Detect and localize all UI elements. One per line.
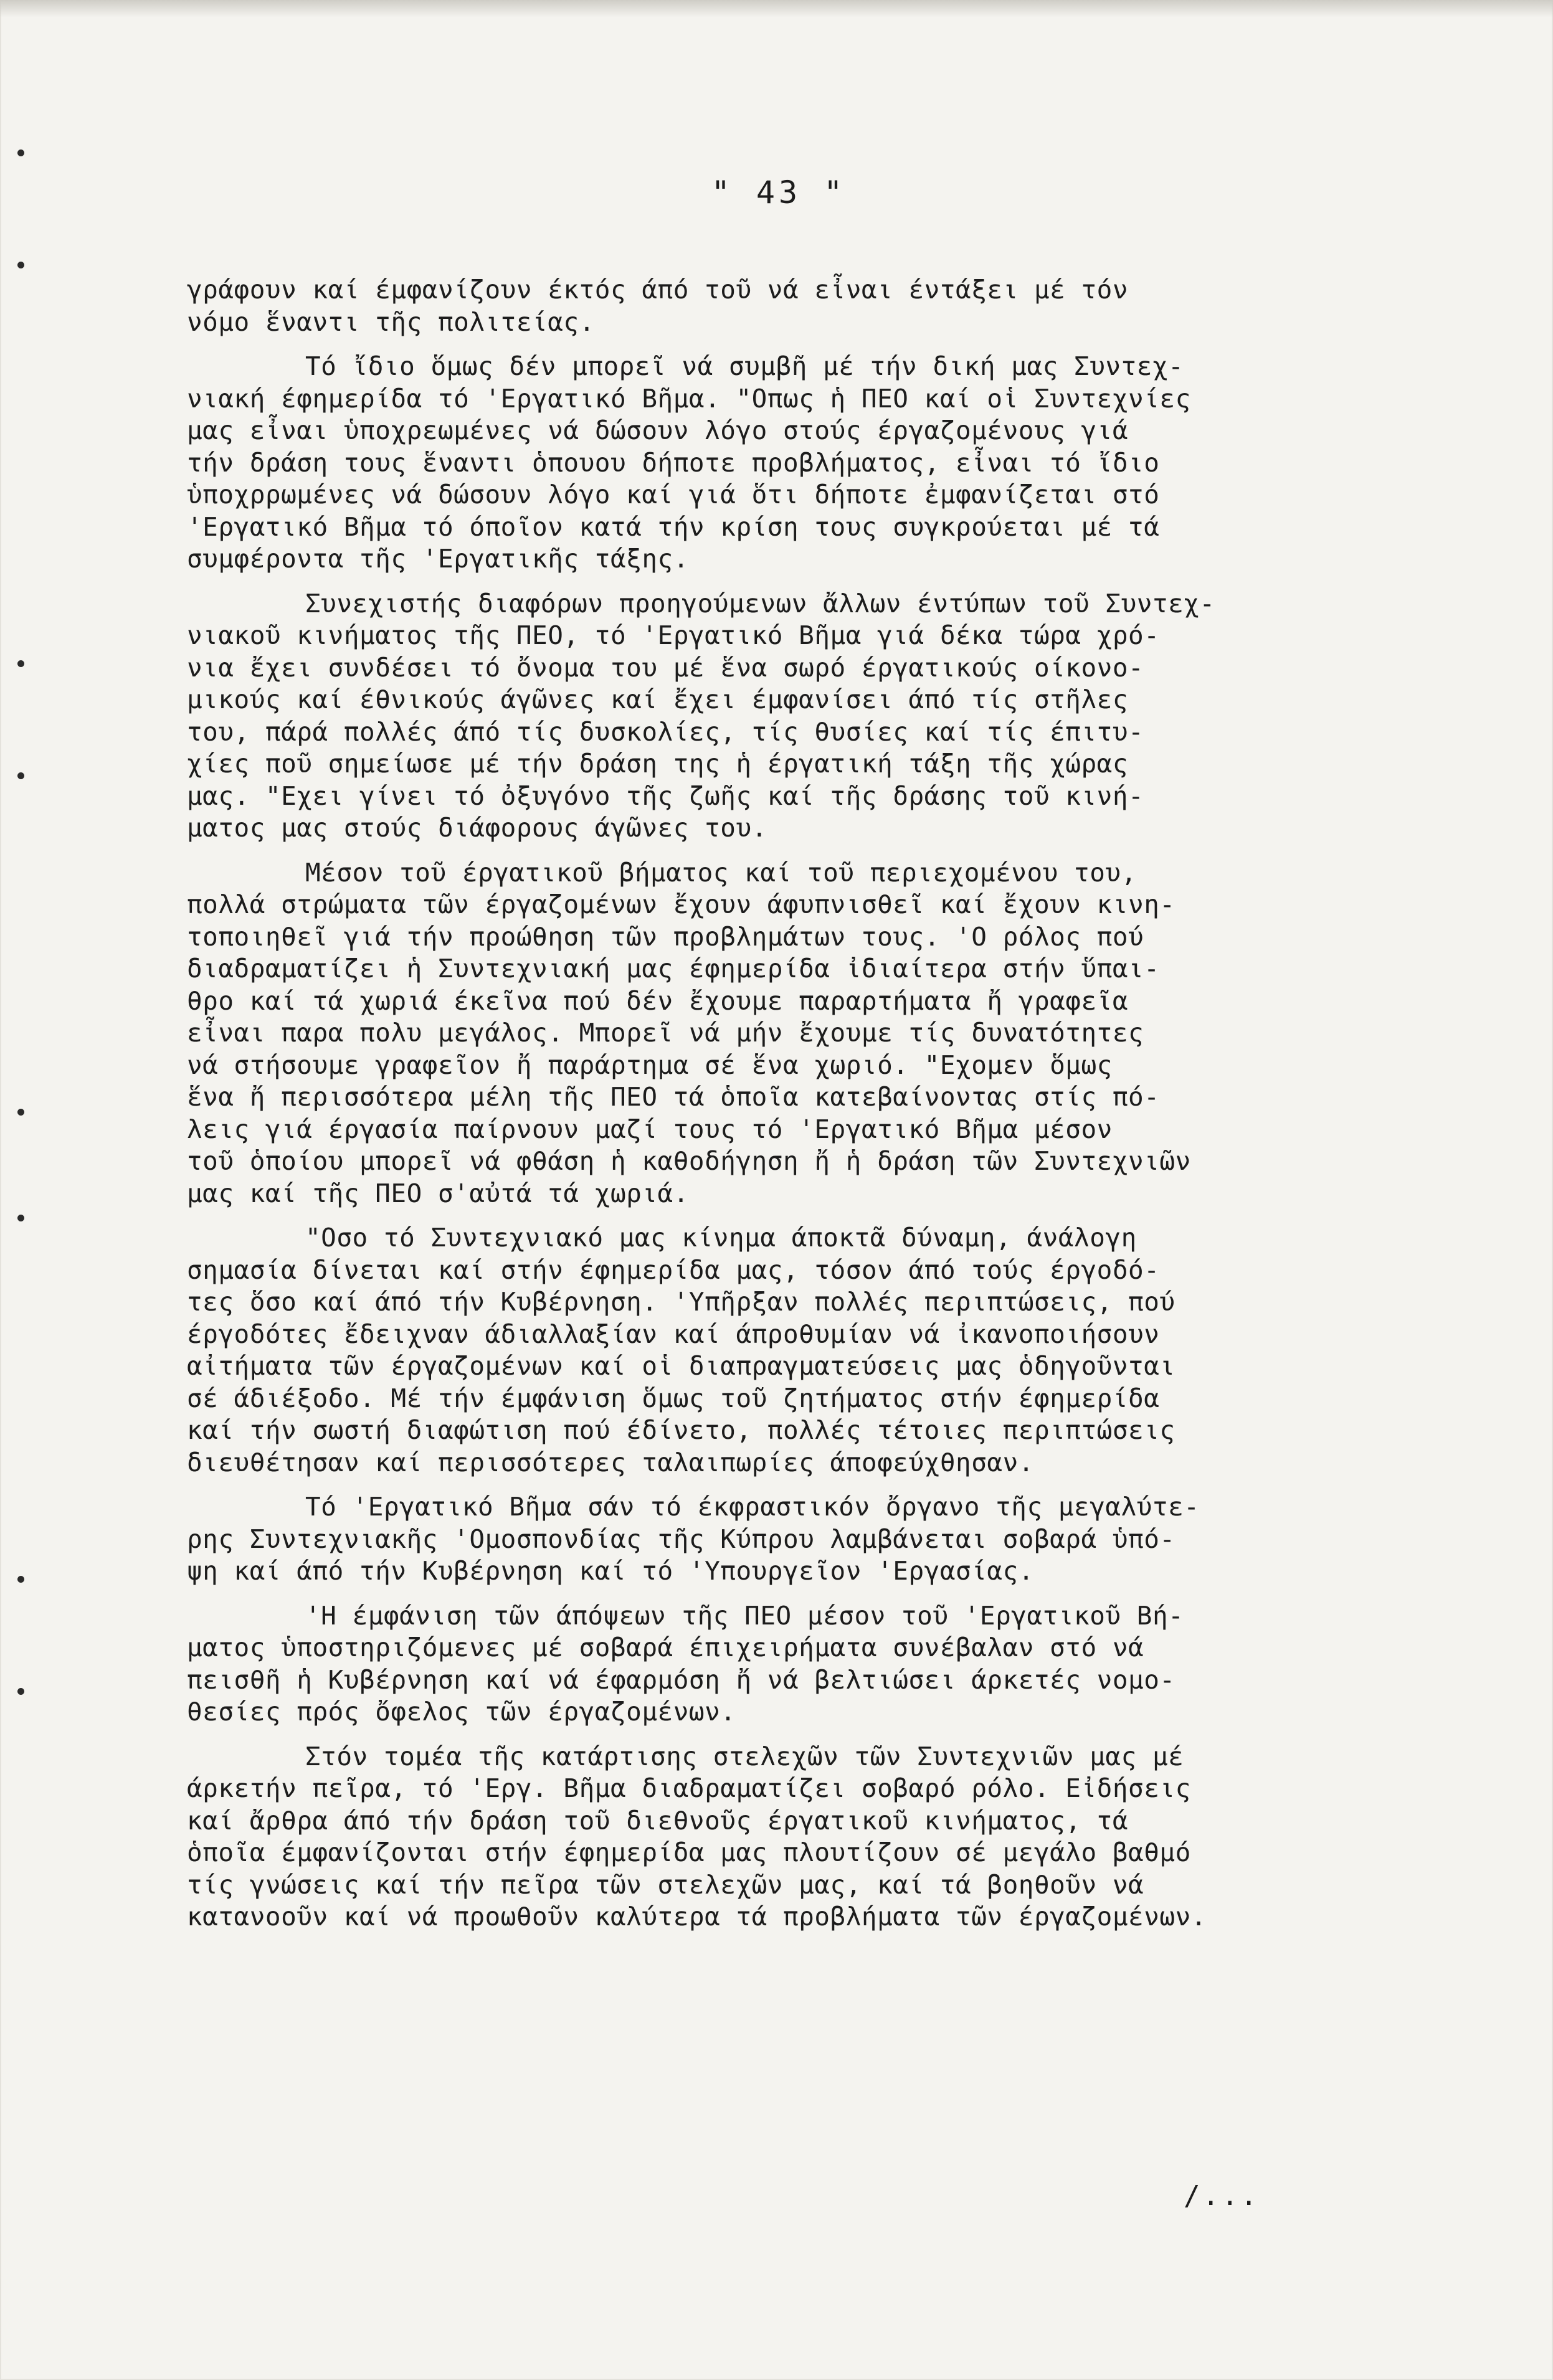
paragraph [187, 1222, 1464, 1479]
text-line [187, 1805, 1464, 1837]
line-text: ἕνα ἤ περισσότερα μέλη τῆς ΠΕΟ τά ὁποῖα κατεβαίνοντας στίς πό- [187, 1082, 1160, 1112]
text-line [187, 716, 1464, 749]
line-text: πεισθῆ ἡ Κυβέρνηση καί νά έφαρμόση ἤ νά βελτιώσει άρκετές νομο- [187, 1664, 1175, 1695]
line-text: 'Εργατικό Βῆμα τό όποῖον κατά τήν κρίση τους συγκρούεται μέ τά [187, 511, 1160, 542]
line-text: καί τήν σωστή διαφώτιση πού έδίνετο, πολλές τέτοιες περιπτώσεις [187, 1415, 1175, 1445]
line-text: Στόν τομέα τῆς κατάρτισης στελεχῶν τῶν Συντεχνιῶν μας μέ [305, 1741, 1184, 1771]
punch-hole-mark [17, 149, 24, 156]
text-line [187, 1664, 1464, 1697]
line-text: αἰτήματα τῶν έργαζομένων καί οἱ διαπραγματεύσεις μας ὁδηγοῦνται [187, 1351, 1175, 1381]
line-text: Μέσον τοῦ έργατικοῦ βήματος καί τοῦ περιεχομένου του, [305, 857, 1137, 888]
text-line [187, 588, 1464, 620]
text-line [187, 1415, 1464, 1447]
line-text: τήν δράση τους ἕναντι ὁπουου δήποτε προβλήματος, εἶναι τό ἴδιο [187, 447, 1160, 478]
line-text: σημασία δίνεται καί στήν έφημερίδα μας, τόσον άπό τούς έργοδό- [187, 1254, 1160, 1285]
paragraph [187, 1741, 1464, 1933]
text-line [187, 1600, 1464, 1633]
text-line [187, 511, 1464, 544]
text-line [187, 684, 1464, 716]
line-text: νόμο ἕναντι τῆς πολιτείας. [187, 306, 595, 337]
punch-hole-mark [17, 262, 24, 268]
text-line [187, 479, 1464, 511]
text-line [187, 1017, 1464, 1050]
line-text: μας εἶναι ὑποχρεωμένες νά δώσουν λόγο στούς έργαζομένους γιά [187, 415, 1129, 445]
line-text: ματος μας στούς διάφορους άγῶνες του. [187, 813, 767, 843]
punch-hole-mark [17, 1109, 24, 1116]
paragraph [187, 274, 1464, 338]
line-text: καί ἄρθρα άπό τήν δράση τοῦ διεθνοῦς έργατικοῦ κινήματος, τά [187, 1805, 1129, 1836]
text-line [187, 953, 1464, 985]
line-text: διαδραματίζει ἡ Συντεχνιακή μας έφημερίδα ἰδιαίτερα στήν ὕπαι- [187, 954, 1160, 984]
typed-body-text [187, 274, 1464, 1933]
line-text: μικούς καί έθνικούς άγῶνες καί ἔχει έμφανίσει άπό τίς στῆλες [187, 685, 1129, 714]
line-text: τες ὅσο καί άπό τήν Κυβέρνηση. 'Υπῆρξαν πολλές περιπτώσεις, πού [187, 1287, 1175, 1317]
line-text: σέ άδιέξοδο. Μέ τήν έμφάνιση ὅμως τοῦ ζητήματος στήν έφημερίδα [187, 1383, 1160, 1413]
paragraph [187, 1491, 1464, 1588]
line-text: τοῦ ὁποίου μπορεῖ νά φθάση ἡ καθοδήγηση ἤ ἡ δράση τῶν Συντεχνιῶν [187, 1146, 1191, 1176]
line-text: ρης Συντεχνιακῆς 'Ομοσπονδίας τῆς Κύπρου λαμβάνεται σοβαρά ὑπό- [187, 1524, 1175, 1554]
line-text: ψη καί άπό τήν Κυβέρνηση καί τό 'Υπουργεῖον 'Εργασίας. [187, 1556, 1034, 1586]
line-text: χίες ποῦ σημείωσε μέ τήν δράση της ἡ έργατική τάξη τῆς χώρας [187, 749, 1129, 779]
text-line [187, 857, 1464, 889]
punch-hole-mark [17, 772, 24, 779]
paragraph [187, 351, 1464, 576]
punch-hole-mark [17, 660, 24, 667]
text-line [187, 1447, 1464, 1479]
line-text: έργοδότες ἔδειχναν άδιαλλαξίαν καί άπροθυμίαν νά ἰκανοποιήσουν [187, 1319, 1160, 1349]
line-text: γράφουν καί έμφανίζουν έκτός άπό τοῦ νά εἶναι έντάξει μέ τόν [187, 275, 1129, 305]
line-text: Τό ἴδιο ὅμως δέν μπορεῖ νά συμβῆ μέ τήν δική μας Συντεχ- [305, 351, 1184, 381]
text-line [187, 1383, 1464, 1415]
text-line [187, 1222, 1464, 1254]
text-line [187, 1741, 1464, 1773]
text-line [187, 1555, 1464, 1588]
line-text: κατανοοῦν καί νά προωθοῦν καλύτερα τά προβλήματα τῶν έργαζομένων. [187, 1902, 1207, 1932]
punch-hole-mark [17, 1688, 24, 1695]
line-text: του, πάρά πολλές άπό τίς δυσκολίες, τίς θυσίες καί τίς έπιτυ- [187, 716, 1144, 747]
line-text: Συνεχιστής διαφόρων προηγούμενων ἄλλων έντύπων τοῦ Συντεχ- [305, 588, 1215, 619]
page-number: " 43 " [711, 174, 847, 211]
text-line [187, 1901, 1464, 1933]
line-text: ὁποῖα έμφανίζονται στήν έφημερίδα μας πλουτίζουν σέ μεγάλο βαθμό [187, 1837, 1191, 1867]
text-line [187, 1319, 1464, 1351]
text-line [187, 652, 1464, 685]
text-line [187, 1350, 1464, 1383]
line-text: 'Η έμφάνιση τῶν άπόψεων τῆς ΠΕΟ μέσον τοῦ 'Εργατικοῦ Βή- [305, 1600, 1184, 1631]
text-line [187, 1696, 1464, 1728]
line-text: συμφέροντα τῆς 'Εργατικῆς τάξης. [187, 544, 689, 574]
line-text: τοποιηθεῖ γιά τήν προώθηση τῶν προβλημάτων τους. 'Ο ρόλος πού [187, 921, 1144, 952]
text-line [187, 1286, 1464, 1319]
text-line [187, 274, 1464, 306]
text-line [187, 351, 1464, 383]
text-line [187, 780, 1464, 813]
paragraph [187, 1600, 1464, 1728]
text-line [187, 921, 1464, 954]
text-line [187, 383, 1464, 415]
continuation-mark: /... [1184, 2180, 1260, 2212]
text-line [187, 1145, 1464, 1178]
line-text: μας. "Εχει γίνει τό ὀξυγόνο τῆς ζωῆς καί τῆς δράσης τοῦ κινή- [187, 780, 1144, 811]
text-line [187, 1773, 1464, 1805]
text-line [187, 1050, 1464, 1082]
text-line [187, 1178, 1464, 1210]
line-text: πολλά στρώματα τῶν έργαζομένων ἔχουν άφυπνισθεῖ καί ἔχουν κινη- [187, 889, 1175, 919]
line-text: νια ἔχει συνδέσει τό ὄνομα του μέ ἕνα σωρό έργατικούς οίκονο- [187, 652, 1144, 683]
punch-hole-mark [17, 1576, 24, 1583]
line-text: νιακή έφημερίδα τό 'Εργατικό Βῆμα. "Οπως ἡ ΠΕΟ καί οἱ Συντεχνίες [187, 383, 1191, 414]
text-line [187, 812, 1464, 845]
text-line [187, 889, 1464, 921]
text-line [187, 1632, 1464, 1664]
text-line [187, 1491, 1464, 1524]
text-line [187, 306, 1464, 339]
line-text: εἶναι παρα πολυ μεγάλος. Μπορεῖ νά μήν ἔχουμε τίς δυνατότητες [187, 1018, 1144, 1048]
line-text: νιακοῦ κινήματος τῆς ΠΕΟ, τό 'Εργατικό Βῆμα γιά δέκα τώρα χρό- [187, 620, 1160, 650]
text-line [187, 1254, 1464, 1287]
line-text: νά στήσουμε γραφεῖον ἤ παράρτημα σέ ἕνα χωριό. "Εχομεν ὅμως [187, 1050, 1113, 1080]
text-line [187, 1081, 1464, 1114]
line-text: ματος ὑποστηριζόμενες μέ σοβαρά έπιχειρήματα συνέβαλαν στό νά [187, 1633, 1144, 1662]
line-text: άρκετήν πεῖρα, τό 'Εργ. Βῆμα διαδραματίζει σοβαρό ρόλο. Εἰδήσεις [187, 1773, 1191, 1803]
text-line [187, 748, 1464, 780]
paragraph [187, 588, 1464, 845]
line-text: θεσίες πρός ὄφελος τῶν έργαζομένων. [187, 1697, 736, 1727]
text-line [187, 447, 1464, 480]
text-line [187, 620, 1464, 652]
text-line [187, 415, 1464, 447]
text-line [187, 1837, 1464, 1869]
line-text: ὑποχρρωμένες νά δώσουν λόγο καί γιά ὅτι δήποτε ἐμφανίζεται στό [187, 480, 1160, 510]
line-text: διευθέτησαν καί περισσότερες ταλαιπωρίες άποφεύχθησαν. [187, 1447, 1034, 1477]
line-text: τίς γνώσεις καί τήν πεῖρα τῶν στελεχῶν μας, καί τά βοηθοῦν νά [187, 1869, 1144, 1900]
line-text: λεις γιά έργασία παίρνουν μαζί τους τό 'Εργατικό Βῆμα μέσον [187, 1114, 1113, 1144]
line-text: θρο καί τά χωριά έκεῖνα πού δέν ἔχουμε παραρτήματα ἤ γραφεῖα [187, 985, 1129, 1016]
paragraph [187, 857, 1464, 1210]
text-line [187, 1524, 1464, 1556]
text-line [187, 985, 1464, 1018]
punch-hole-mark [17, 1215, 24, 1221]
text-line [187, 543, 1464, 576]
page-top-edge [0, 0, 1553, 17]
line-text: μας καί τῆς ΠΕΟ σ'αὐτά τά χωριά. [187, 1178, 689, 1208]
line-text: "Οσο τό Συντεχνιακό μας κίνημα άποκτᾶ δύναμη, άνάλογη [305, 1223, 1137, 1253]
line-text: Τό 'Εργατικό Βῆμα σάν τό έκφραστικόν ὄργανο τῆς μεγαλύτε- [305, 1492, 1200, 1522]
text-line [187, 1869, 1464, 1902]
text-line [187, 1114, 1464, 1146]
